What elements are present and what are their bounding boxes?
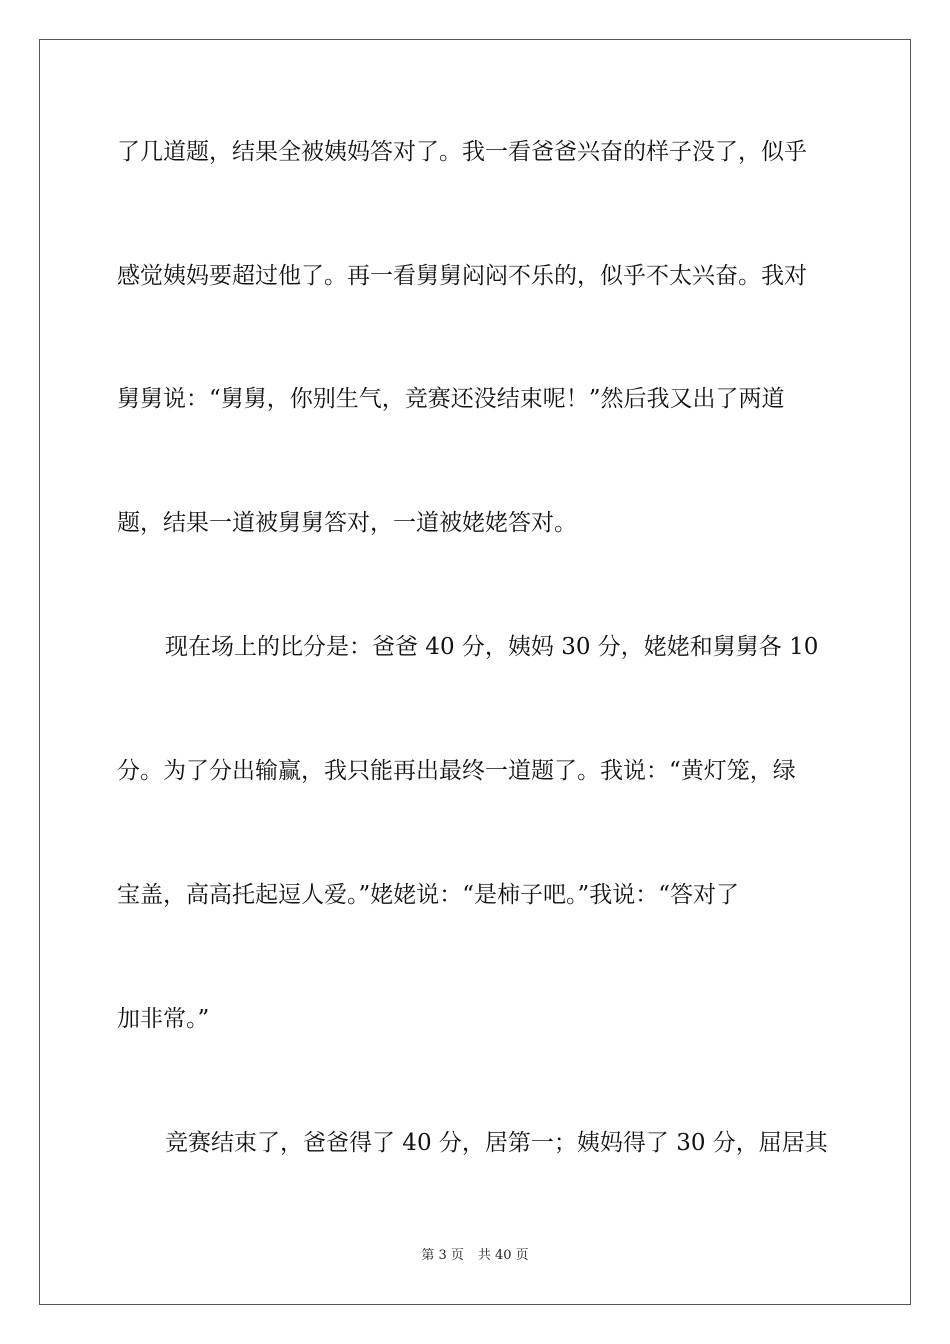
body-line-8: 加非常。”: [117, 1006, 210, 1032]
body-line-1: 了几道题，结果全被姨妈答对了。我一看爸爸兴奋的样子没了，似乎: [117, 139, 807, 165]
body-line-4: 题，结果一道被舅舅答对，一道被姥姥答对。: [117, 510, 577, 536]
body-line-2: 感觉姨妈要超过他了。再一看舅舅闷闷不乐的，似乎不太兴奋。我对: [117, 263, 807, 289]
page-total: 共 40 页: [477, 1248, 529, 1263]
page-footer: [0, 1247, 950, 1265]
body-line-7: 宝盖，高高托起逗人爱。”姥姥说：“是柿子吧。”我说：“答对了: [117, 882, 740, 908]
body-line-5: 现在场上的比分是：爸爸 40 分，姨妈 30 分，姥姥和舅舅各 10: [165, 634, 819, 660]
page-number: 第 3 页: [421, 1248, 464, 1263]
body-line-3: 舅舅说：“舅舅，你别生气，竞赛还没结束呢！”然后我又出了两道: [117, 386, 785, 412]
page-border: [39, 39, 911, 1305]
body-line-9: 竞赛结束了，爸爸得了 40 分，居第一；姨妈得了 30 分，屈居其: [165, 1130, 828, 1156]
body-line-6: 分。为了分出输赢，我只能再出最终一道题了。我说：“黄灯笼，绿: [117, 758, 796, 784]
